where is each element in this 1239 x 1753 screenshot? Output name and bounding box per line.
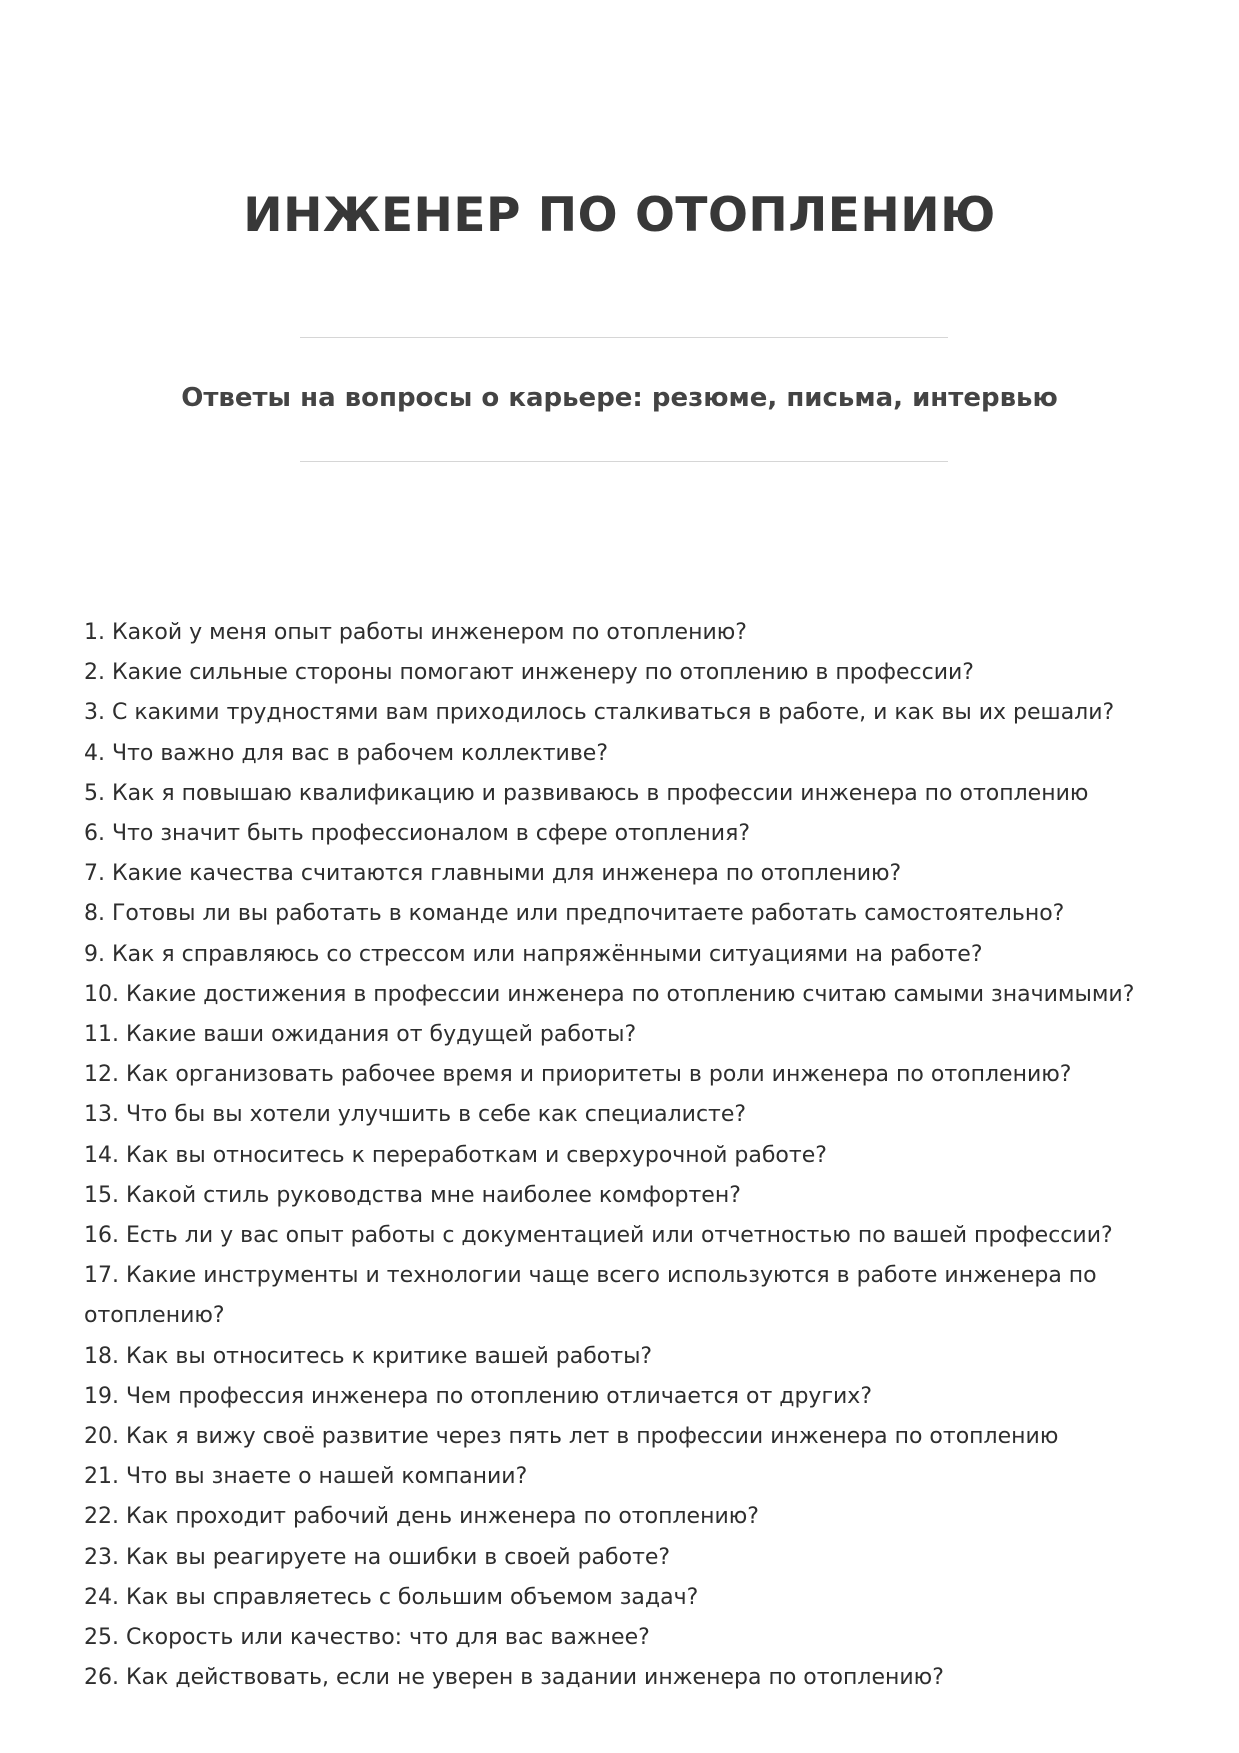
question-item: 24. Как вы справляетесь с большим объемом задач? [84,1584,699,1610]
question-item: 19. Чем профессия инженера по отоплению отличается от других? [84,1383,873,1409]
question-item: 3. С какими трудностями вам приходилось сталкиваться в работе, и как вы их решали? [84,700,1115,726]
question-item: 7. Какие качества считаются главными для инженера по отоплению? [84,861,902,887]
question-item: 26. Как действовать, если не уверен в задании инженера по отоплению? [84,1665,944,1691]
question-item: 8. Готовы ли вы работать в команде или предпочитаете работать самостоятельно? [84,901,1065,927]
question-item: 2. Какие сильные стороны помогают инженеру по отоплению в профессии? [84,660,974,686]
question-item: 11. Какие ваши ожидания от будущей работы? [84,1022,637,1048]
question-item: 6. Что значит быть профессионалом в сфере отопления? [84,821,750,847]
question-item: 22. Как проходит рабочий день инженера по отоплению? [84,1504,759,1530]
question-item: 16. Есть ли у вас опыт работы с документацией или отчетностью по вашей профессии? [84,1223,1113,1249]
question-list [84,613,1164,1698]
question-item: 20. Как я вижу своё развитие через пять лет в профессии инженера по отоплению [84,1424,1059,1450]
question-item: 1. Какой у меня опыт работы инженером по отоплению? [84,620,747,645]
bottom-divider [300,461,948,462]
question-item: 12. Как организовать рабочее время и приоритеты в роли инженера по отоплению? [84,1062,1072,1088]
question-item: 10. Какие достижения в профессии инженера по отоплению считаю самыми значимыми? [84,981,1135,1007]
question-item: 18. Как вы относитесь к критике вашей работы? [84,1343,653,1369]
question-item: 14. Как вы относитесь к переработкам и сверхурочной работе? [84,1142,827,1168]
question-item: 21. Что вы знаете о нашей компании? [84,1464,528,1490]
question-item: 4. Что важно для вас в рабочем коллективе? [84,740,609,766]
question-item: 15. Какой стиль руководства мне наиболее комфортен? [84,1182,741,1208]
top-divider [300,337,948,338]
question-item: 23. Как вы реагируете на ошибки в своей работе? [84,1544,671,1570]
question-item: 25. Скорость или качество: что для вас важнее? [84,1625,650,1651]
page-subtitle: Ответы на вопросы о карьере: резюме, письма, интервью [181,383,1058,413]
question-item: 17. Какие инструменты и технологии чаще всего используются в работе инженера по отоплению? [84,1263,1097,1329]
page-title: ИНЖЕНЕР ПО ОТОПЛЕНИЮ [243,188,996,243]
question-item: 13. Что бы вы хотели улучшить в себе как специалисте? [84,1102,747,1128]
question-item: 5. Как я повышаю квалификацию и развиваюсь в профессии инженера по отоплению [84,780,1089,806]
question-item: 9. Как я справляюсь со стрессом или напряжёнными ситуациями на работе? [84,941,983,967]
